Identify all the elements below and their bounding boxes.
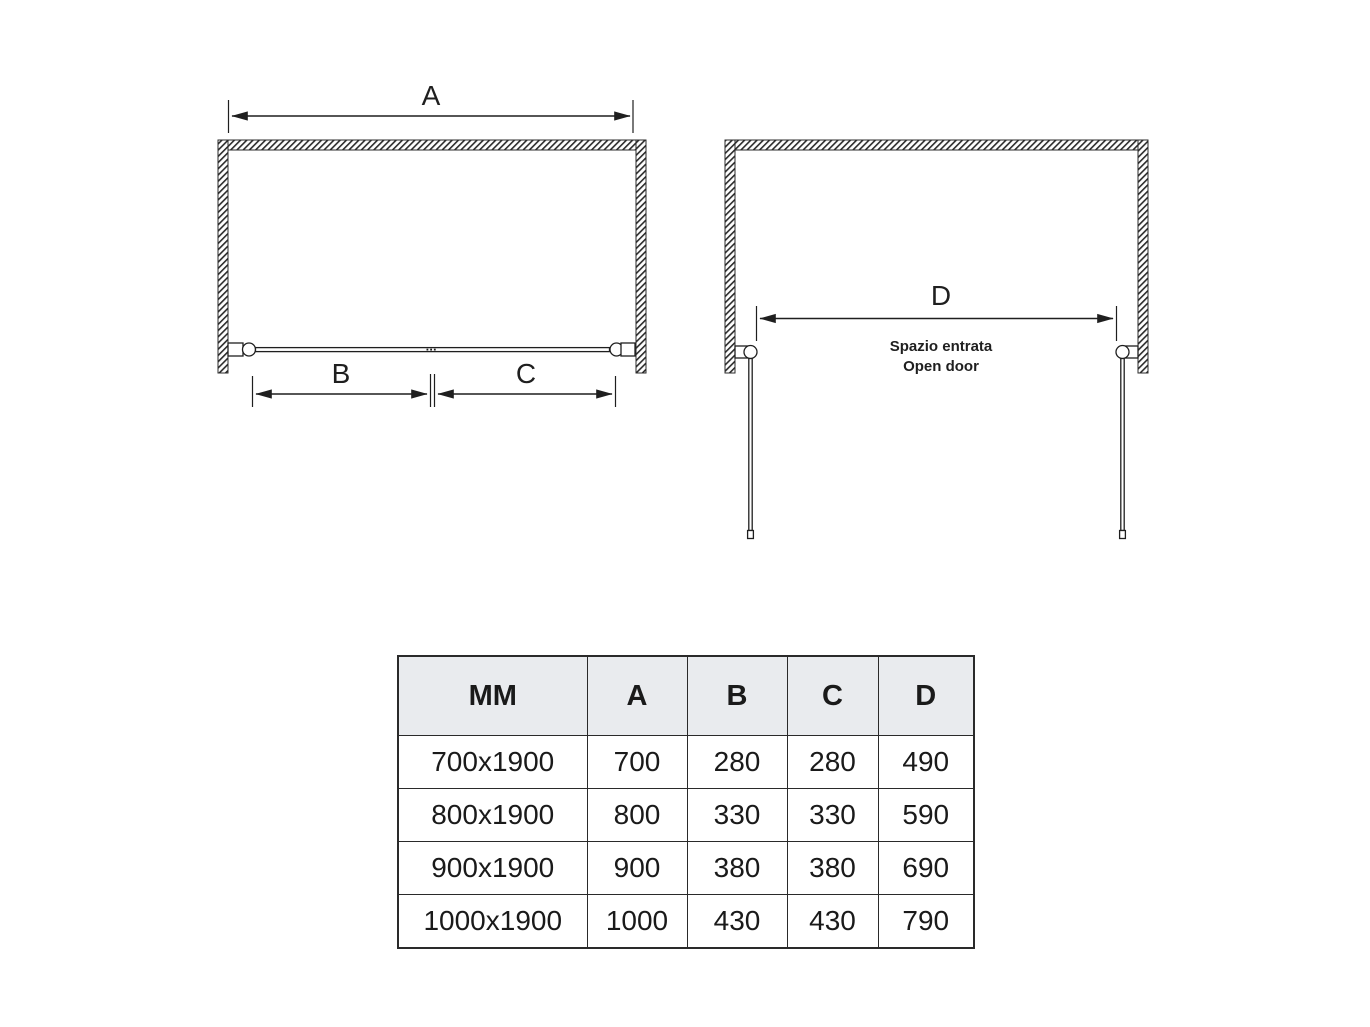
dim-label-b: B [331,358,351,389]
door-center-seam-dots [427,349,436,351]
col-header-b: B [687,656,787,736]
cell-size: 900x1900 [398,842,587,895]
cell-a: 700 [587,736,687,789]
cell-size: 700x1900 [398,736,587,789]
dimension-d [757,306,1117,341]
table-row [398,736,974,789]
open-door-panel-right [1121,359,1124,531]
cell-d: 590 [878,789,974,842]
wall-right [1138,140,1148,373]
cell-d: 790 [878,895,974,949]
cell-a: 1000 [587,895,687,949]
cell-c: 430 [787,895,878,949]
hinge-pivot-right [1116,346,1129,359]
cell-b: 330 [687,789,787,842]
wall-top [218,140,646,150]
col-header-d: D [878,656,974,736]
dimensions-table [397,655,975,949]
door-end-cap-right [1120,531,1126,539]
cell-a: 900 [587,842,687,895]
cell-a: 800 [587,789,687,842]
glass-door-panel [256,348,610,352]
wall-left [218,140,228,373]
hinge-pivot-left [744,346,757,359]
dim-label-a: A [421,80,441,111]
wall-right [636,140,646,373]
dim-label-c: C [515,358,537,389]
cell-size: 1000x1900 [398,895,587,949]
table-row [398,842,974,895]
hinge-pivot-left [243,343,256,356]
entry-space-label-italian: Spazio entrata [889,337,993,355]
table-row [398,895,974,949]
hinge-bracket-right [621,343,635,356]
cell-c: 380 [787,842,878,895]
wall-top [725,140,1148,150]
wall-left [725,140,735,373]
cell-b: 280 [687,736,787,789]
entry-space-label-english: Open door [903,357,979,375]
cell-b: 380 [687,842,787,895]
cell-d: 490 [878,736,974,789]
table-row [398,789,974,842]
cell-b: 430 [687,895,787,949]
dim-label-d: D [930,280,952,311]
col-header-a: A [587,656,687,736]
cell-c: 280 [787,736,878,789]
closed-view-walls [218,140,646,373]
open-door-panel-left [749,359,752,531]
closed-door-assembly [228,343,635,356]
door-end-cap-left [748,531,754,539]
col-header-mm: MM [398,656,587,736]
cell-size: 800x1900 [398,789,587,842]
table-header-row [398,656,974,736]
col-header-c: C [787,656,878,736]
cell-c: 330 [787,789,878,842]
hinge-bracket-left [228,343,243,356]
dimension-b-c [253,374,616,407]
cell-d: 690 [878,842,974,895]
